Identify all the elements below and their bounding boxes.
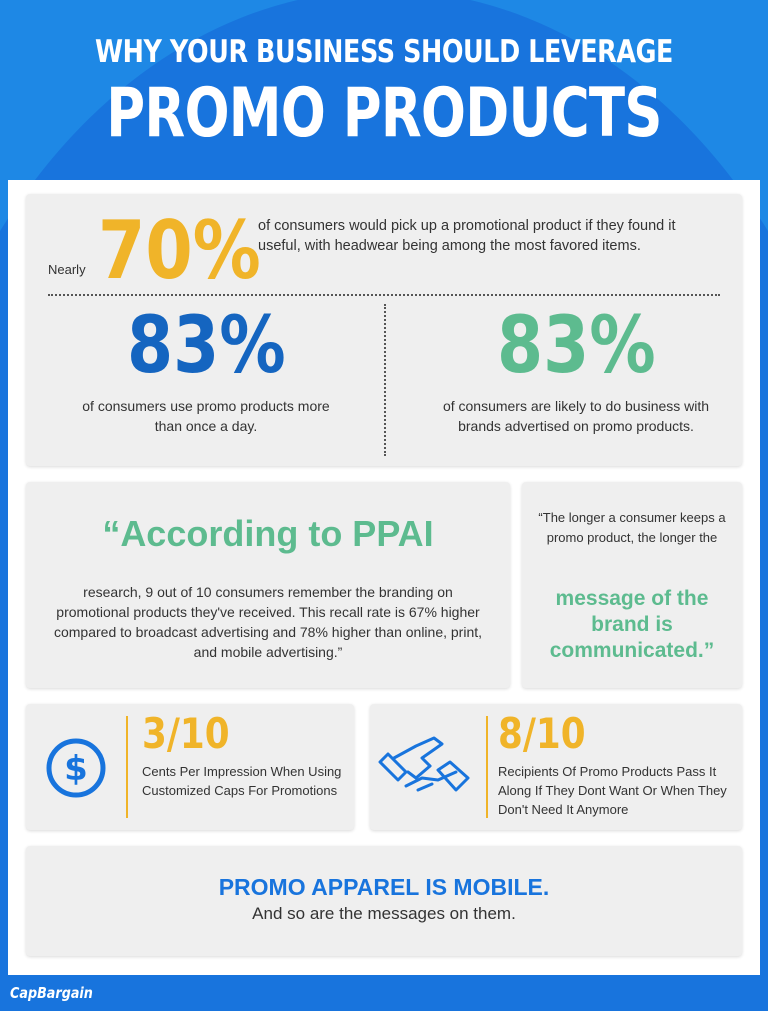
header [0,0,768,180]
mobile-title: PROMO APPAREL IS MOBILE. [218,874,550,900]
content-panel [8,180,760,975]
stat-text-8-10: Recipients Of Promo Products Pass It Along If They Dont Want Or When They Don't Need It Anymore [498,764,727,817]
quote-text: research, 9 out of 10 consumers remember the branding on promotional products they've received. This recall rate is 67% higher compared to broadcast advertising and 78% higher than online, print, and mobile advertising.” [53,584,483,660]
stat-text-83-right: of consumers are likely to do business with brands advertised on promo products. [442,398,710,434]
stat-text-70: of consumers would pick up a promotional product if they found it useful, with headwear being among the most favored items. [258,218,676,254]
quote-emphasis: message of the brand is communicated.” [549,587,715,662]
dollar-icon [44,736,108,800]
handoff-icon [376,732,472,802]
stat-value-8-10: 8/10 [498,709,586,758]
quote-card-longer [522,482,742,688]
stat-value-83-left: 83% [126,301,286,391]
divider-horizontal [48,294,720,296]
stat-value-83-right: 83% [496,301,656,391]
svg-text:$: $ [64,749,88,789]
mobile-subtitle: And so are the messages on them. [252,904,516,923]
quote-heading: “According to PPAI [102,513,434,554]
stat-right [426,302,726,436]
quote-intro: “The longer a consumer keeps a promo product, the longer the [538,510,726,545]
stat-left [56,302,356,436]
header-kicker: WHY YOUR BUSINESS SHOULD LEVERAGE [94,34,674,70]
card-divider [486,716,488,818]
divider-vertical [384,304,386,456]
stat-text-3-10: Cents Per Impression When Using Customized Caps For Promotions [142,764,342,798]
mobile-card [26,846,742,956]
card-divider [126,716,128,818]
stat-card-pass [370,704,742,830]
stat-prefix: Nearly [48,262,86,277]
stats-card [26,194,742,466]
capbargain-logo: CapBargain [10,984,93,1002]
stat-card-cents [26,704,354,830]
stat-value-70: 70% [98,204,261,297]
page-title: PROMO PRODUCTS [106,74,662,153]
stat-value-3-10: 3/10 [142,709,230,758]
stat-text-83-left: of consumers use promo products more than once a day. [82,398,330,434]
quote-card-ppai [26,482,510,688]
